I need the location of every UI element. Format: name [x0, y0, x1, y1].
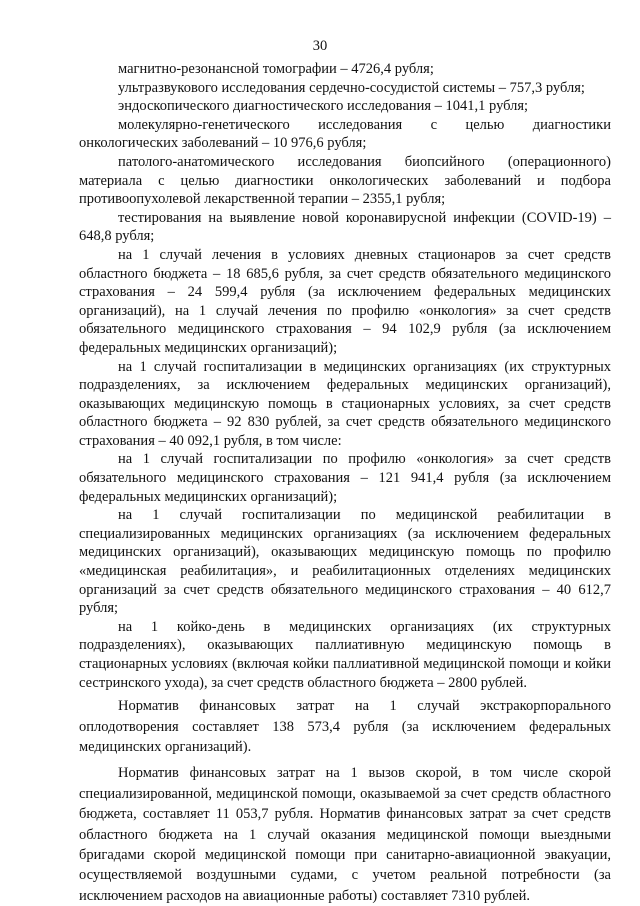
paragraph-mri-cost: магнитно-резонансной томографии – 4726,4 рубля; [118, 61, 434, 77]
paragraph-ultrasound-cost: ультразвукового исследования сердечно-сосудистой системы – 757,3 рубля; [118, 79, 585, 96]
paragraph-molecular-genetic-cost: молекулярно-генетического исследования с целью диагностики онкологических заболеваний – 10 976,6 рубля; [79, 116, 611, 152]
paragraph-day-hospital-cost: на 1 случай лечения в условиях дневных стационаров за счет средств областного бюджета – 18 685,6 рубля, за счет средств обязательного медицинского страхования – 24 599,4 рубля (за исключением федеральных медицинских организаций), на 1 случай лечения по профилю «онкология» за счет средств обязательного медицинского страхования – 94 102,9 рубля (за исключением федеральных медицинских организаций); [79, 246, 611, 356]
paragraph-oncology-hospitalization-cost: на 1 случай госпитализации по профилю «онкология» за счет средств обязательного медицинского страхования – 121 941,4 рубля (за исключением федеральных медицинских организаций); [79, 451, 611, 505]
paragraph-endoscopy-cost: эндоскопического диагностического исследования – 1041,1 рубля; [118, 98, 529, 115]
page-number: 30 [312, 38, 328, 54]
paragraph-covid-test-cost: тестирования на выявление новой коронавирусной инфекции (COVID-19) – 648,8 рубля; [79, 209, 611, 245]
paragraph-palliative-bed-day-cost: на 1 койко-день в медицинских организациях (их структурных подразделениях), оказывающих паллиативную медицинскую помощь в стационарных условиях (включая койки паллиативной медицинской помощи и койки сестринского ухода), за счет средств областного бюджета – 2800 рублей. [79, 618, 611, 691]
paragraph-rehabilitation-cost: на 1 случай госпитализации по медицинской реабилитации в специализированных медицинских организациях (за исключением федеральных медицинских организаций), оказывающих медицинскую помощь по профилю «медицинская реабилитация», и реабилитационных отделениях медицинских организаций за счет средств обязательного медицинского страхования – 40 612,7 рубля; [79, 507, 611, 617]
paragraph-hospitalization-cost: на 1 случай госпитализации в медицинских организациях (их структурных подразделениях, за исключением федеральных медицинских организаций), оказывающих медицинскую помощь в стационарных условиях, за счет средств областного бюджета – 92 830 рублей, за счет средств обязательного медицинского страхования – 40 092,1 рубля, в том числе: [79, 358, 611, 449]
paragraph-ambulance-cost: Норматив финансовых затрат на 1 вызов скорой, в том числе скорой специализированной, медицинской помощи, оказываемой за счет средств областного бюджета, составляет 11 053,7 рубля. Норматив финансовых затрат за счет средств областного бюджета на 1 случай оказания медицинской помощи выездными бригадами скорой медицинской помощи при санитарно-авиационной эвакуации, осуществляемой воздушными судами, с учетом реальной потребности (за исключением расходов на авиационные работы) составляет 7310 рублей. [79, 765, 611, 904]
paragraph-ivf-cost: Норматив финансовых затрат на 1 случай экстракорпорального оплодотворения составляет 138 573,4 рубля (за исключением федеральных медицинских организаций). [79, 698, 611, 755]
paragraph-pathology-cost: патолого-анатомического исследования биопсийного (операционного) материала с целью диагностики онкологических заболеваний и подбора противоопухолевой лекарственной терапии – 2355,1 рубля; [79, 153, 611, 208]
document-body [79, 60, 611, 906]
